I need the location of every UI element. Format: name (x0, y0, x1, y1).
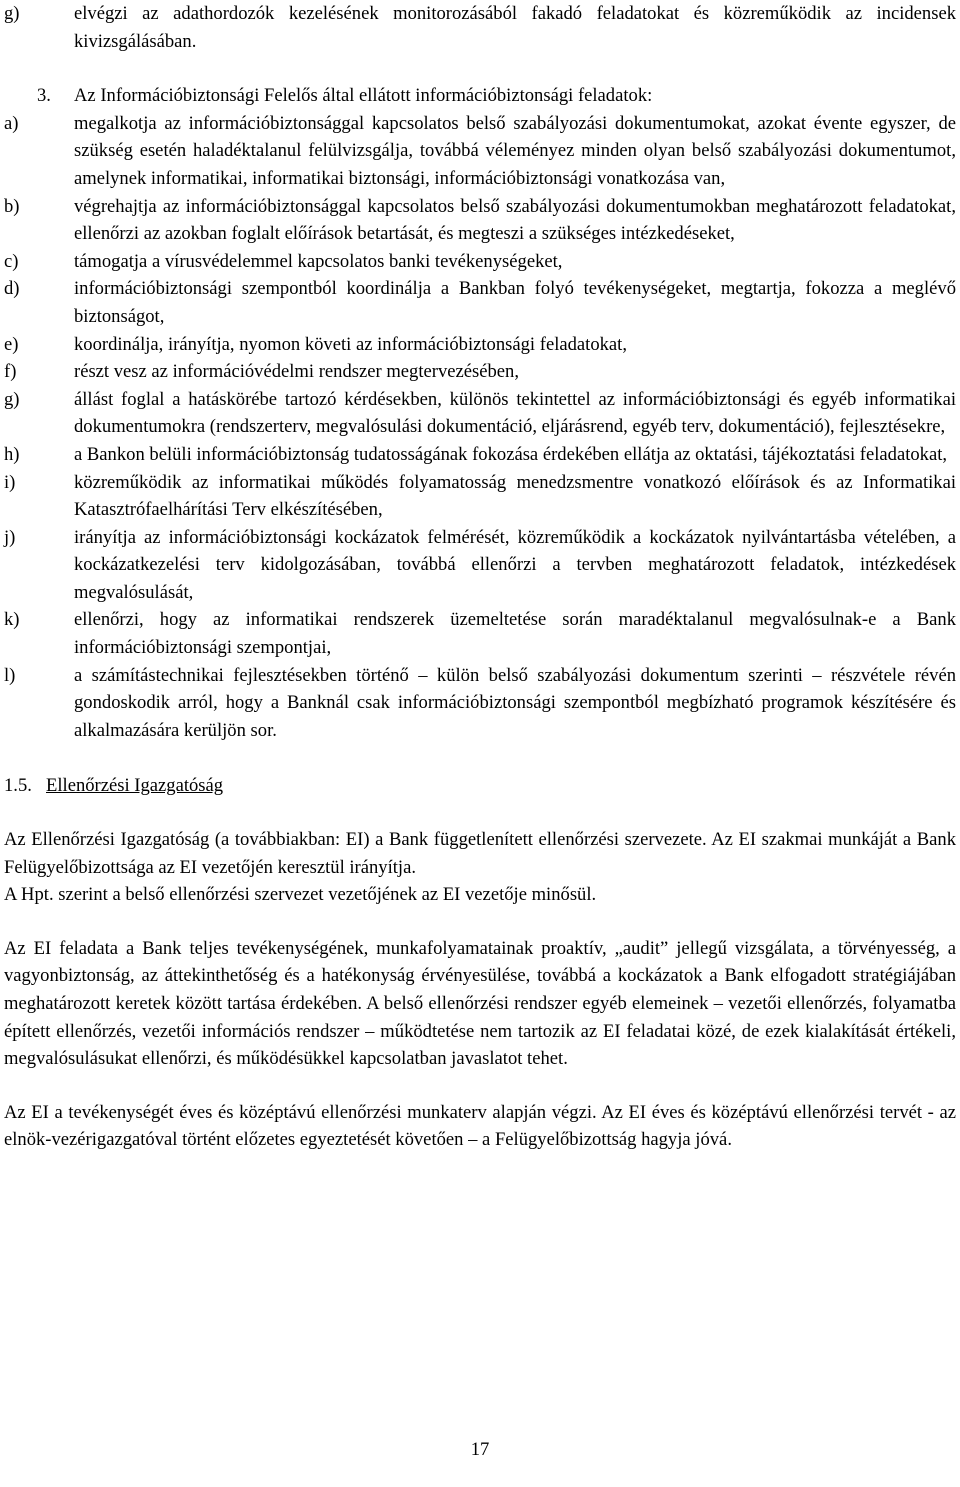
paragraph: Az EI a tevékenységét éves és középtávú ellenőrzési munkaterv alapján végzi. Az EI éves és középtávú ellenőrzési tervét - az elnök-vezérigazgatóval történt előzetes egyeztetését követően – a Felügyelőbizottság hagyja jóvá. (4, 1101, 956, 1151)
list-text: végrehajtja az információbiztonsággal kapcsolatos belső szabályozási dokumentumokban meghatározott feladatokat, ellenőrzi az azokban foglalt előírások betartását, és megteszi a szükséges intézkedéseket, (74, 195, 956, 245)
list-text: elvégzi az adathordozók kezelésének monitorozásából fakadó feladatokat és közreműködik az incidensek kivizsgálásában. (74, 3, 956, 52)
section-number: 1.5. (4, 775, 32, 797)
paragraph: Az EI feladata a Bank teljes tevékenységének, munkafolyamatainak proaktív, „audit” jellegű vizsgálata, a törvényesség, a vagyonbiztonság, az áttekinthetőség és a hatékonyság érvényesülése, továbbá a kockázatok a Bank elfogadott stratégiájában meghatározott keretek között tartása érdekében. A belső ellenőrzési rendszer egyéb elemeinek – vezetői ellenőrzés, folyamatba épített ellenőrzés, vezetői információs rendszer – működtetése nem tartozik az EI feladatai közé, de ezek kialakítását értékeli, megvalósulásukat ellenőrzi, és működésükkel kapcsolatban javaslatot tehet. (4, 937, 956, 1070)
section-intro-text: Az Információbiztonsági Felelős által ellátott információbiztonsági feladatok: (74, 85, 653, 107)
list-item (4, 331, 956, 359)
list-item (4, 358, 956, 386)
list-text: a számítástechnikai fejlesztésekben történő – külön belső szabályozási dokumentum szerinti – részvétele révén gondoskodik arról, hogy a Banknál csak információbiztonsági szempontból megbízható programok készítésére és alkalmazására kerüljön sor. (74, 664, 956, 741)
list-text: ellenőrzi, hogy az informatikai rendszerek üzemeltetése során maradéktalanul megvalósulnak-e a Bank információbiztonsági szempontjai, (74, 609, 956, 659)
section-title: Ellenőrzési Igazgatóság (46, 775, 224, 797)
list-label: l) (4, 664, 16, 686)
list-text: koordinálja, irányítja, nyomon követi az információbiztonsági feladatokat, (74, 333, 627, 355)
list-item (4, 441, 956, 469)
list-label: i) (4, 471, 16, 493)
list-text: irányítja az információbiztonsági kockázatok felmérését, közreműködik a kockázatok nyilvántartásba vételében, a kockázatkezelési terv kidolgozásában, továbbá ellenőrzi a tervben meghatározott feladatok, intézkedések megvalósulását, (74, 526, 956, 603)
list-item (4, 606, 956, 661)
list-text: állást foglal a hatáskörébe tartozó kérdésekben, különös tekintettel az információbiztonsági és egyéb informatikai dokumentumokra (rendszerterv, megvalósulási dokumentáció, eljárásrend, egyéb terv, dokumentáció), fejlesztésekre, (74, 388, 956, 438)
list-item (4, 469, 956, 524)
list-text: megalkotja az információbiztonsággal kapcsolatos belső szabályozási dokumentumokat, azokat évente egyszer, de szükség esetén haladéktalanul felülvizsgálja, továbbá véleményez minden olyan belső szabályozási dokumentumot, amelynek informatikai, informatikai biztonsági, információbiztonsági vonatkozása van, (74, 112, 956, 189)
list-label: c) (4, 250, 19, 272)
list-text: közreműködik az informatikai működés folyamatosság menedzsmentre vonatkozó előírások és az Informatikai Katasztrófaelhárítási Terv elkészítésében, (74, 471, 956, 521)
list-item (4, 662, 956, 745)
list-item (4, 110, 956, 193)
paragraph: A Hpt. szerint a belső ellenőrzési szervezet vezetőjének az EI vezetője minősül. (4, 884, 597, 906)
list-text: támogatja a vírusvédelemmel kapcsolatos banki tevékenységeket, (74, 250, 563, 272)
list-label: e) (4, 333, 19, 355)
list-text: részt vesz az információvédelmi rendszer megtervezésében, (74, 361, 519, 383)
section-3-intro (4, 82, 956, 110)
list-text: a Bankon belüli információbiztonság tudatosságának fokozása érdekében ellátja az oktatási, tájékoztatási feladatokat, (74, 443, 948, 465)
section-number: 3. (37, 85, 51, 107)
list-item (4, 524, 956, 607)
page-number: 17 (470, 1439, 490, 1460)
list-item (4, 193, 956, 248)
list-item (4, 386, 956, 441)
paragraph: Az Ellenőrzési Igazgatóság (a továbbiakban: EI) a Bank függetlenített ellenőrzési szervezete. Az EI szakmai munkáját a Bank Felügyelőbizottsága az EI vezetőjén keresztül irányítja. (4, 829, 956, 878)
list-label: g) (4, 388, 20, 410)
list-label: a) (4, 112, 19, 134)
list-label: d) (4, 278, 20, 300)
list-label: h) (4, 443, 20, 465)
list-item (4, 248, 956, 276)
section-3-list (4, 110, 956, 745)
section-heading (4, 772, 956, 800)
list-label: k) (4, 609, 20, 631)
list-label: g) (4, 3, 20, 24)
list-item-g-top (4, 0, 956, 55)
list-label: j) (4, 526, 16, 548)
list-label: b) (4, 195, 20, 217)
list-text: információbiztonsági szempontból koordinálja a Bankban folyó tevékenységeket, megtartja, fokozza a meglévő biztonságot, (74, 278, 956, 327)
list-item (4, 275, 956, 330)
list-label: f) (4, 361, 17, 383)
